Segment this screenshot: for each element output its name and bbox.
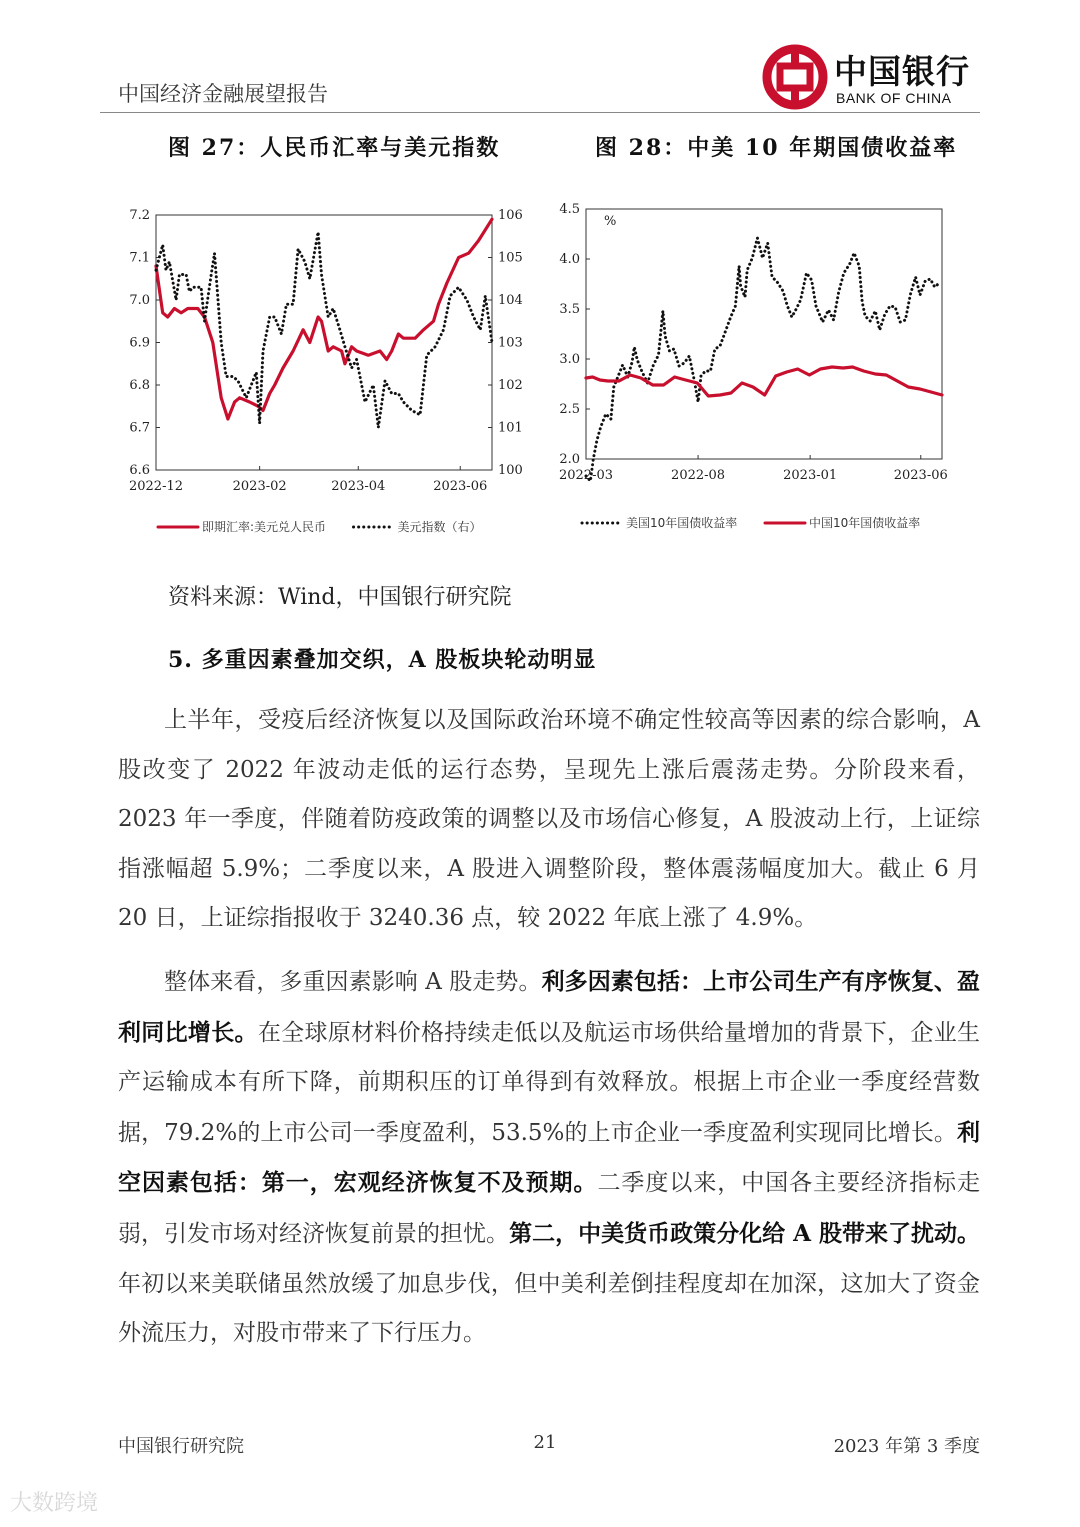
legend-label: 中国10年国债收益率 xyxy=(809,516,921,530)
x-tick-label: 2023-06 xyxy=(433,479,488,494)
y-left-tick-label: 3.0 xyxy=(559,352,580,367)
x-tick-label: 2023-06 xyxy=(893,468,948,483)
y-left-tick-label: 7.2 xyxy=(129,208,150,223)
series-line-left-solid xyxy=(156,219,492,419)
para-sentence: 整体来看，多重因素影响 A 股走势。 xyxy=(164,969,542,995)
y-left-tick-label: 6.8 xyxy=(129,378,150,393)
logo-english-name: BANK OF CHINA xyxy=(836,90,952,106)
para-bold-positive-factors: 利多因素包括：上市公司生产有序恢复、盈利同比增长。 xyxy=(118,968,981,1046)
series-line-left-dotted xyxy=(586,238,941,481)
x-tick-label: 2022-12 xyxy=(128,479,184,494)
data-source-note: 资料来源：Wind，中国银行研究院 xyxy=(168,585,512,610)
x-tick-label: 2023-02 xyxy=(232,479,287,494)
legend-label: 美国10年国债收益率 xyxy=(626,516,738,530)
y-left-tick-label: 3.5 xyxy=(559,302,580,317)
page-number: 21 xyxy=(533,1432,557,1453)
y-right-tick-label: 102 xyxy=(498,378,523,393)
y-left-tick-label: 4.5 xyxy=(559,202,580,217)
y-left-tick-label: 4.0 xyxy=(559,252,580,267)
y-right-tick-label: 106 xyxy=(498,208,523,223)
footer-quarter: 2023 年第 3 季度 xyxy=(833,1436,980,1457)
header-divider xyxy=(100,112,980,113)
y-left-tick-label: 7.1 xyxy=(129,250,150,266)
chart-us-china-10y-yield xyxy=(540,190,980,550)
legend-label: 美元指数（右） xyxy=(397,520,482,534)
y-right-tick-label: 105 xyxy=(498,250,523,266)
para-bold-negative-factor-2: 第二，中美货币政策分化给 A 股带来了扰动。 xyxy=(509,1219,980,1247)
figure-28-title: 图 28：中美 10 年期国债收益率 xyxy=(595,135,958,161)
logo-chinese-name: 中国银行 xyxy=(834,52,970,91)
report-title: 中国经济金融展望报告 xyxy=(118,82,328,106)
x-tick-label: 2022-03 xyxy=(558,468,614,483)
x-tick-label: 2022-08 xyxy=(671,468,726,483)
y-left-tick-label: 2.5 xyxy=(559,402,580,417)
y-unit-label: % xyxy=(604,214,617,229)
watermark-text: 大数跨境 xyxy=(10,1491,99,1516)
y-left-tick-label: 6.6 xyxy=(129,463,150,478)
y-right-tick-label: 100 xyxy=(498,463,523,478)
y-left-tick-label: 7.0 xyxy=(129,293,150,308)
paragraph-factors xyxy=(118,957,980,1359)
y-left-tick-label: 6.7 xyxy=(129,420,150,436)
footer-institution: 中国银行研究院 xyxy=(118,1436,244,1457)
y-left-tick-label: 2.0 xyxy=(559,452,580,467)
boc-emblem-icon xyxy=(762,44,828,110)
x-tick-label: 2023-04 xyxy=(331,479,386,494)
legend-label: 即期汇率:美元兑人民币 xyxy=(202,520,327,534)
series-line-left-solid xyxy=(586,367,942,396)
chart-rmb-vs-dollar-index xyxy=(100,190,540,550)
para-bold-negative-factor-1: 利空因素包括：第一，宏观经济恢复不及预期。 xyxy=(118,1118,980,1197)
y-right-tick-label: 104 xyxy=(498,293,523,308)
para-sentence: 年初以来美联储虽然放缓了加息步伐，但中美利差倒挂程度却在加深，这加大了资金外流压力，对股市带来了下行压力。 xyxy=(118,1270,980,1347)
plot-frame xyxy=(586,209,942,459)
para-sentence: 在全球原材料价格持续走低以及航运市场供给量增加的背景下，企业生产运输成本有所下降，前期积压的订单得到有效释放。根据上市企业一季度经营数据，79.2%的上市公司一季度盈利，53.5%的上市企业一季度盈利实现同比增长。 xyxy=(118,1019,981,1146)
figure-27-title: 图 27：人民币汇率与美元指数 xyxy=(168,135,501,161)
paragraph-market-overview: 上半年，受疫后经济恢复以及国际政治环境不确定性较高等因素的综合影响，A 股改变了 2022 年波动走低的运行态势，呈现先上涨后震荡走势。分阶段来看，2023 年一季度，伴随着防疫政策的调整以及市场信心修复，A 股波动上行，上证综指涨幅超 5.9%；二季度以来，A 股进入调整阶段，整体震荡幅度加大。截止 6 月 20 日，上证综指报收于 3240.36 点，较 2022 年底上涨了 4.9%。 xyxy=(118,707,980,932)
section-heading: 5. 多重因素叠加交织，A 股板块轮动明显 xyxy=(168,647,597,673)
y-right-tick-label: 103 xyxy=(498,335,523,351)
bank-logo xyxy=(762,44,992,110)
x-tick-label: 2023-01 xyxy=(783,468,838,483)
y-right-tick-label: 101 xyxy=(498,420,523,436)
y-left-tick-label: 6.9 xyxy=(129,335,150,351)
para-sentence: 二季度以来，中国各主要经济指标走弱，引发市场对经济恢复前景的担忧。 xyxy=(118,1170,981,1247)
plot-frame xyxy=(156,215,492,470)
